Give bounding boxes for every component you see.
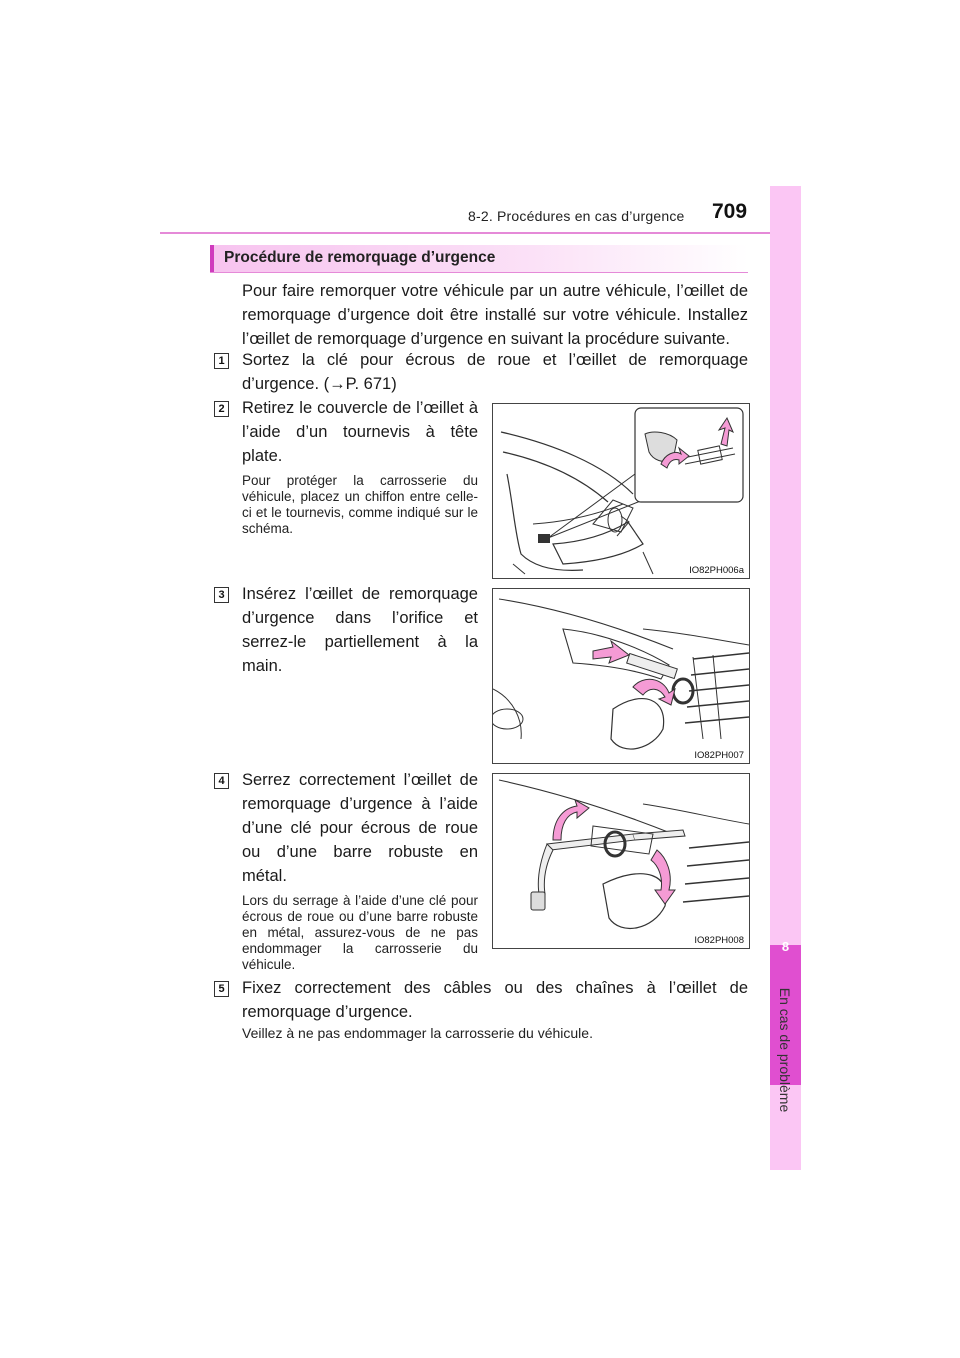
step-4-text: Serrez correctement l’œillet de remorquage d’urgence à l’aide d’une clé pour écrous de roue ou d’une barre robuste en métal. — [242, 771, 478, 885]
step-2-note: Pour protéger la carrosserie du véhicule, placez un chiffon entre celle-ci et le tournevis, comme indiqué sur le schéma. — [242, 473, 478, 536]
chapter-number: 8 — [781, 939, 790, 954]
straight-arrow-icon — [593, 641, 629, 663]
step-5-text: Fixez correctement des câbles ou des chaînes à l’œillet de remorquage d’urgence. — [242, 979, 748, 1021]
step-number-4: 4 — [214, 773, 229, 789]
step-number-5: 5 — [214, 981, 229, 997]
figure-id-1: IO82PH006a — [689, 565, 744, 576]
step-4-note: Lors du serrage à l’aide d’une clé pour écrous de roue ou d’une barre robuste en métal, assurez-vous de ne pas endommager la carrosserie du véhicule. — [242, 893, 478, 972]
chapter-label: En cas de problème — [777, 987, 793, 1113]
step-3-text: Insérez l’œillet de remorquage d’urgence dans l’orifice et serrez-le partiellement à la main. — [242, 585, 478, 675]
section-title: Procédure de remorquage d’urgence — [224, 249, 496, 266]
step-5-note: Veillez à ne pas endommager la carrosserie du véhicule. — [242, 1025, 593, 1041]
step-2-text: Retirez le couvercle de l’œillet à l’aide d’un tournevis à tête plate. — [242, 399, 478, 465]
running-header-section: 8-2. Procédures en cas d’urgence — [468, 208, 685, 224]
header-divider — [160, 232, 800, 234]
step-number-2: 2 — [214, 401, 229, 417]
rotate-arrow-icon — [553, 800, 589, 840]
step-1-text: Sortez la clé pour écrous de roue et l’œillet de remorquage d’urgence. (→P. 671) — [242, 351, 748, 393]
figure-tighten-eyelet — [492, 773, 750, 949]
step-number-1: 1 — [214, 353, 229, 369]
intro-paragraph: Pour faire remorquer votre véhicule par un autre véhicule, l’œillet de remorquage d’urgence doit être installé sur votre véhicule. Installez l’œillet de remorquage d’urgence en suivant la procédure suivante. — [242, 282, 748, 348]
step-number-3: 3 — [214, 587, 229, 603]
figure-id-2: IO82PH007 — [694, 750, 744, 761]
figure-id-3: IO82PH008 — [694, 935, 744, 946]
figure-remove-cover — [492, 403, 750, 579]
figure-insert-eyelet — [492, 588, 750, 764]
page-number: 709 — [712, 200, 748, 223]
